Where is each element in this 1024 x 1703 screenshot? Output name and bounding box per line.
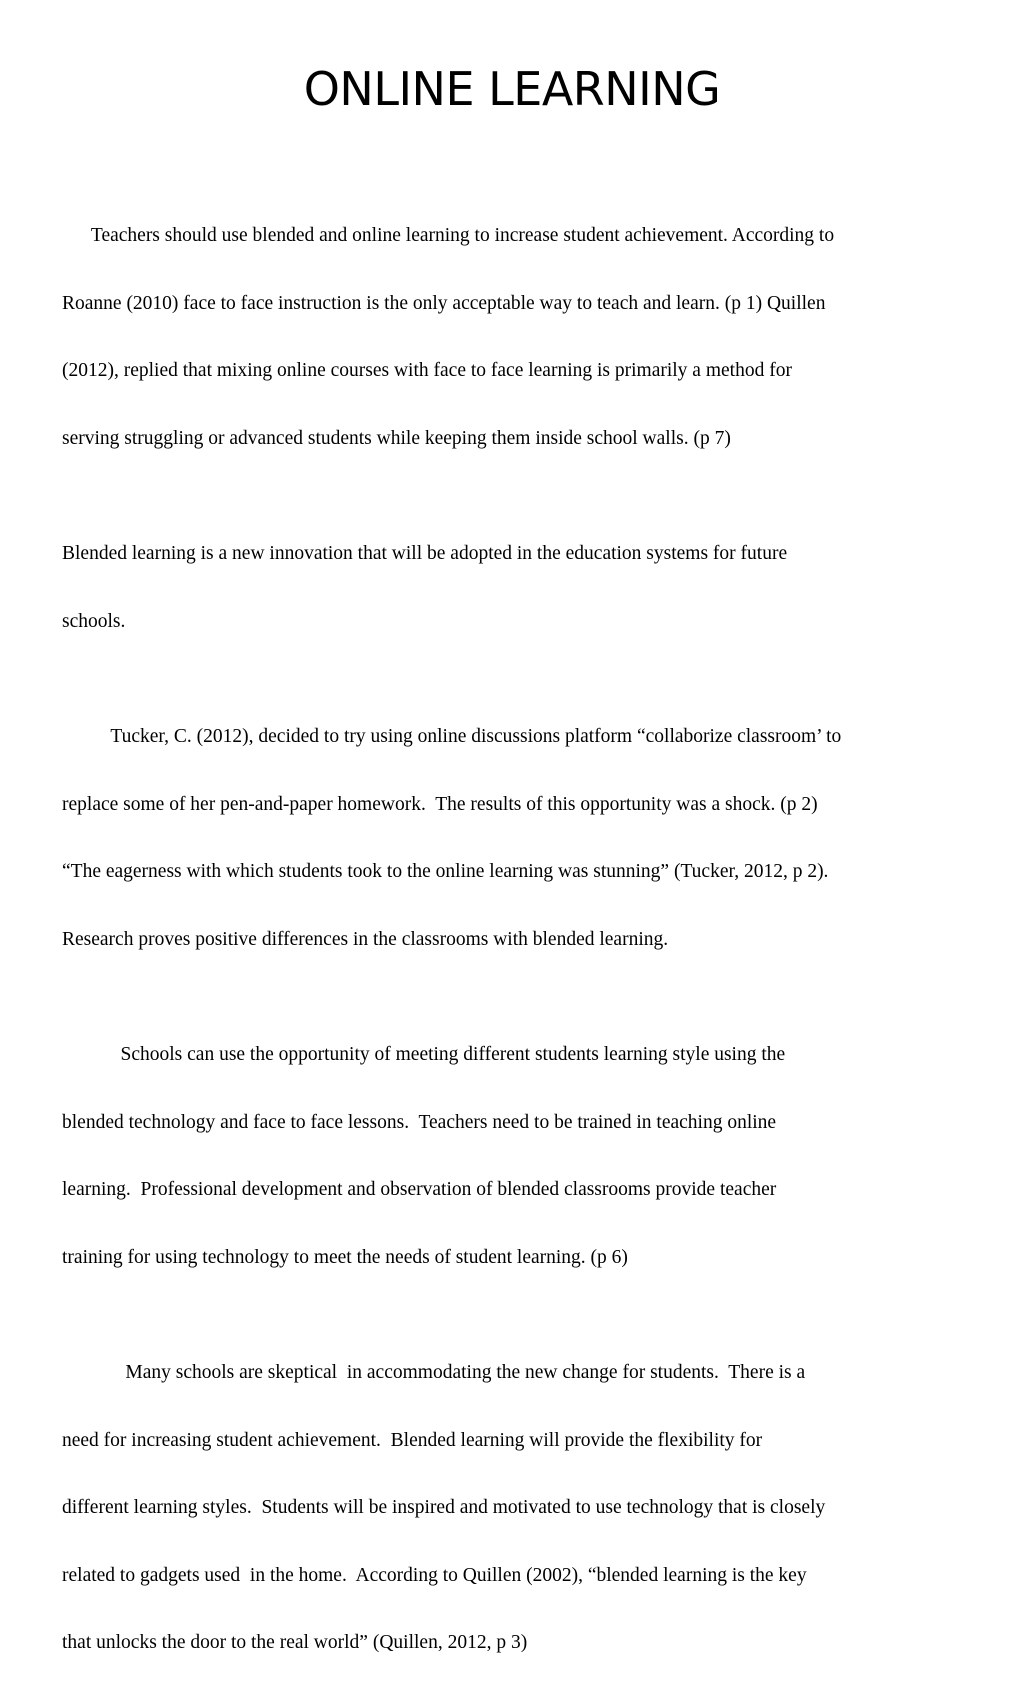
text-line: Roanne (2010) face to face instruction is the only acceptable way to teach and learn. (p 1) Quillen	[62, 292, 826, 314]
paragraph-2	[62, 498, 972, 678]
text-line: training for using technology to meet the needs of student learning. (p 6)	[62, 1246, 628, 1268]
text-line: serving struggling or advanced students while keeping them inside school walls. (p 7)	[62, 427, 731, 449]
text-line: Tucker, C. (2012), decided to try using online discussions platform “collaborize classroom’ to	[62, 726, 842, 747]
paragraph-5	[62, 1317, 972, 1700]
paragraph-3	[62, 681, 972, 996]
text-line: replace some of her pen-and-paper homework. The results of this opportunity was a shock. (p 2)	[62, 793, 818, 815]
text-line: blended technology and face to face lessons. Teachers need to be trained in teaching online	[62, 1111, 777, 1133]
text-line: related to gadgets used in the home. According to Quillen (2002), “blended learning is the key	[62, 1564, 807, 1586]
slide-body	[62, 180, 972, 1703]
text-line: need for increasing student achievement. Blended learning will provide the flexibility for	[62, 1429, 763, 1451]
text-line: different learning styles. Students will be inspired and motivated to use technology that is closely	[62, 1497, 826, 1518]
text-line: Schools can use the opportunity of meeting different students learning style using the	[62, 1044, 786, 1065]
text-line: learning. Professional development and observation of blended classrooms provide teacher	[62, 1179, 777, 1200]
text-line: Research proves positive differences in the classrooms with blended learning.	[62, 928, 669, 950]
paragraph-1	[62, 180, 972, 495]
text-line: “The eagerness with which students took to the online learning was stunning” (Tucker, 2012, p 2).	[62, 861, 829, 882]
paragraph-4	[62, 999, 972, 1314]
text-line: Teachers should use blended and online learning to increase student achievement. According to	[62, 225, 835, 246]
text-line: schools.	[62, 610, 126, 632]
text-line: (2012), replied that mixing online courses with face to face learning is primarily a method for	[62, 360, 792, 381]
text-line: that unlocks the door to the real world” (Quillen, 2012, p 3)	[62, 1632, 528, 1653]
slide-title: ONLINE LEARNING	[303, 62, 721, 116]
text-line: Blended learning is a new innovation that will be adopted in the education systems for future	[62, 543, 788, 564]
text-line: Many schools are skeptical in accommodating the new change for students. There is a	[62, 1362, 806, 1383]
